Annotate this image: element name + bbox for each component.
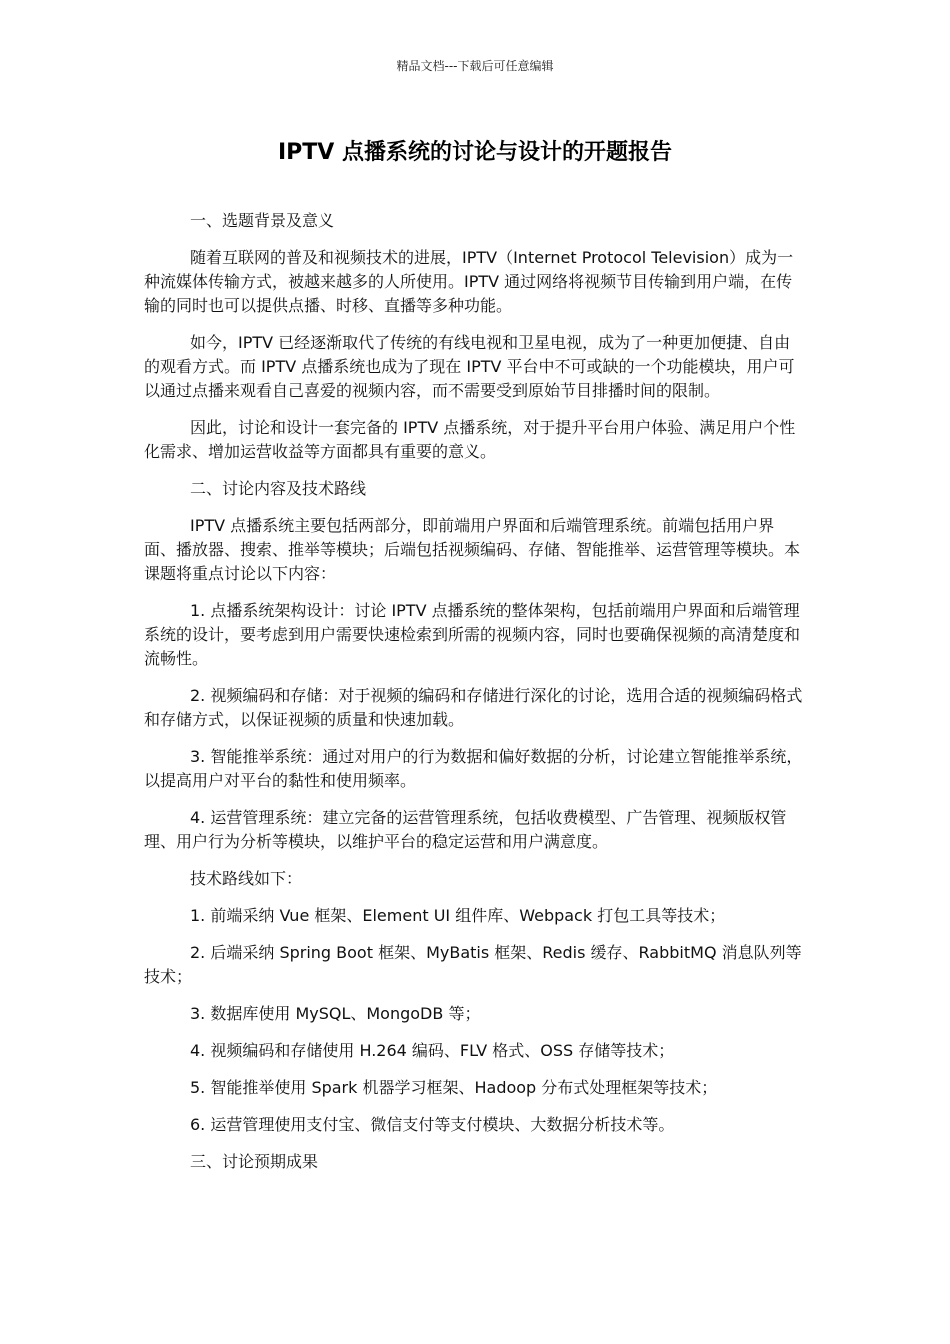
paragraph: 如今，IPTV 已经逐渐取代了传统的有线电视和卫星电视，成为了一种更加便捷、自由的观看方式。而 IPTV 点播系统也成为了现在 IPTV 平台中不可或缺的一个功能模块，用户可以通过点播来观看自己喜爱的视频内容，而不需要受到原始节目排播时间的限制。 (144, 333, 795, 400)
list-item: 5. 智能推举使用 Spark 机器学习框架、Hadoop 分布式处理框架等技术； (190, 1078, 718, 1097)
paragraph: IPTV 点播系统主要包括两部分，即前端用户界面和后端管理系统。前端包括用户界面、播放器、搜索、推举等模块；后端包括视频编码、存储、智能推举、运营管理等模块。本课题将重点讨论以下内容： (144, 516, 801, 583)
section-heading-outcomes: 三、讨论预期成果 (190, 1152, 319, 1171)
section-heading-content: 二、讨论内容及技术路线 (190, 479, 367, 498)
list-item: 1. 点播系统架构设计：讨论 IPTV 点播系统的整体架构，包括前端用户界面和后端管理系统的设计，要考虑到用户需要快速检索到所需的视频内容，同时也要确保视频的高清楚度和流畅性。 (144, 601, 801, 668)
list-item: 2. 视频编码和存储：对于视频的编码和存储进行深化的讨论，选用合适的视频编码格式和存储方式，以保证视频的质量和快速加载。 (144, 686, 803, 729)
document-body (144, 209, 804, 1187)
list-item: 4. 运营管理系统：建立完备的运营管理系统，包括收费模型、广告管理、视频版权管理、用户行为分析等模块，以维护平台的稳定运营和用户满意度。 (144, 808, 787, 851)
list-item: 4. 视频编码和存储使用 H.264 编码、FLV 格式、OSS 存储等技术； (190, 1041, 675, 1060)
paragraph: 随着互联网的普及和视频技术的进展，IPTV（Internet Protocol Television）成为一种流媒体传输方式，被越来越多的人所使用。IPTV 通过网络将视频节目传输到用户端，在传输的同时也可以提供点播、时移、直播等多种功能。 (144, 248, 794, 315)
list-item: 3. 智能推举系统：通过对用户的行为数据和偏好数据的分析，讨论建立智能推举系统，以提高用户对平台的黏性和使用频率。 (144, 747, 803, 790)
paragraph: 技术路线如下： (190, 869, 303, 888)
list-item: 6. 运营管理使用支付宝、微信支付等支付模块、大数据分析技术等。 (190, 1115, 675, 1134)
section-heading-background: 一、选题背景及意义 (190, 211, 335, 230)
list-item: 2. 后端采纳 Spring Boot 框架、MyBatis 框架、Redis 缓存、RabbitMQ 消息队列等技术； (144, 943, 802, 986)
list-item: 1. 前端采纳 Vue 框架、Element UI 组件库、Webpack 打包工具等技术； (190, 906, 726, 925)
paragraph: 因此，讨论和设计一套完备的 IPTV 点播系统，对于提升平台用户体验、满足用户个性化需求、增加运营收益等方面都具有重要的意义。 (144, 418, 796, 461)
page-header: 精品文档---下载后可任意编辑 (396, 59, 554, 73)
document-title: IPTV 点播系统的讨论与设计的开题报告 (277, 140, 672, 165)
list-item: 3. 数据库使用 MySQL、MongoDB 等； (190, 1004, 481, 1023)
